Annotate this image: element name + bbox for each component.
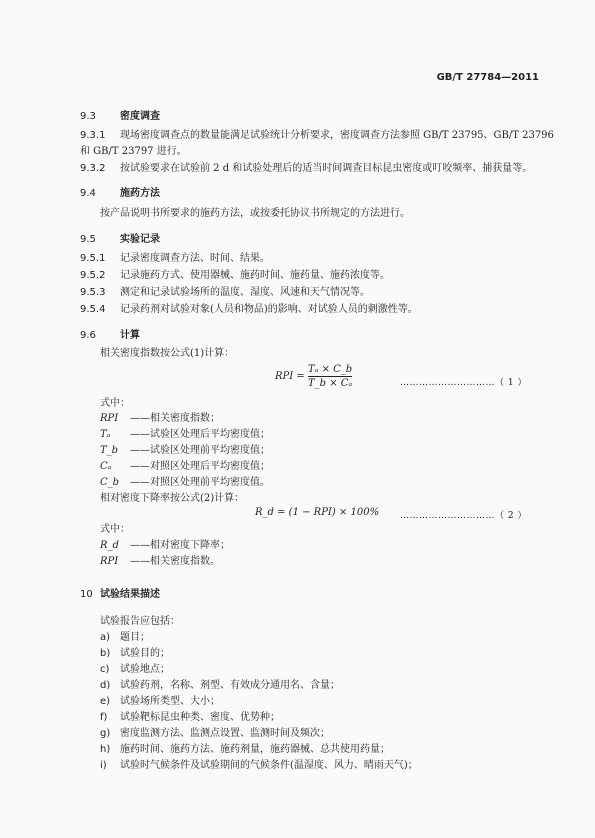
variable-desc: ——相关密度指数； (130, 413, 220, 424)
section-title: 施药方法 (120, 188, 160, 199)
list-item (100, 758, 418, 774)
variable-desc: ——试验区处理前平均密度值； (130, 445, 270, 456)
fraction-denominator: T_b × Cₐ (307, 378, 353, 389)
clause-number: 9.5.1 (80, 253, 106, 264)
list-text: 试验场所类型、大小； (120, 696, 220, 707)
list-marker: a) (100, 632, 111, 643)
section-heading-9-4 (80, 184, 160, 199)
variable-symbol: T_b (100, 445, 119, 456)
list-item (100, 694, 220, 710)
list-text: 题目； (120, 632, 150, 643)
variable-symbol: R_d (100, 540, 119, 551)
fraction-numerator: Tₐ × C_b (307, 364, 353, 375)
section-title: 试验结果描述 (100, 589, 160, 600)
list-text: 试验时气候条件及试验期间的气候条件(温湿度、风力、晴雨天气)； (120, 760, 418, 771)
section-number: 10 (80, 589, 93, 600)
list-marker: h) (100, 744, 111, 755)
clause-number: 9.5.3 (80, 287, 106, 298)
variable-def (100, 554, 220, 570)
standard-number: GB/T 27784—2011 (436, 72, 539, 83)
section-title: 密度调查 (120, 111, 160, 122)
variable-desc: ——对照区处理后平均密度值； (130, 461, 270, 472)
section-heading-9-6 (80, 326, 140, 341)
clause-9-5-2 (80, 268, 390, 284)
formula-lhs: RPI (275, 371, 294, 382)
list-item (100, 662, 170, 678)
list-marker: i) (100, 760, 107, 771)
fraction-bar (308, 376, 352, 377)
clause-number: 9.5.4 (80, 304, 106, 315)
section-9-4-body: 按产品说明书所要求的施药方法，或按委托协议书所规定的方法进行。 (100, 208, 410, 219)
section-number: 9.6 (80, 330, 96, 341)
formula-1-intro: 相关密度指数按公式(1)计算： (100, 348, 235, 359)
section-title: 实验记录 (120, 234, 160, 245)
clause-9-5-4 (80, 302, 418, 318)
list-text: 试验目的； (120, 648, 170, 659)
variable-desc: ——相对密度下降率； (130, 540, 230, 551)
clause-text: 记录药剂对试验对象(人员和物品)的影响、对试验人员的刺激性等。 (120, 304, 418, 315)
formula-fraction (308, 364, 352, 389)
section-number: 9.3 (80, 111, 96, 122)
list-item (100, 726, 330, 742)
variable-symbol: RPI (100, 556, 119, 567)
variable-desc: ——相关密度指数。 (130, 556, 220, 567)
variable-def (100, 443, 270, 459)
clause-text: 记录密度调查方法、时间、结果。 (120, 253, 270, 264)
where-label-2: 式中： (100, 524, 130, 535)
variable-def (100, 475, 270, 491)
clause-number: 9.3.1 (80, 130, 106, 141)
section-heading-9-3 (80, 107, 160, 122)
clause-text: 现场密度调查点的数量能满足试验统计分析要求，密度调查方法参照 GB/T 23795、GB/T 23796 (120, 130, 554, 141)
list-text: 试验药剂，名称、剂型、有效成分通用名、含量； (120, 680, 340, 691)
section-number: 9.4 (80, 188, 96, 199)
clause-9-3-2 (80, 161, 532, 177)
list-text: 试验靶标昆虫种类、密度、优势种； (120, 712, 280, 723)
list-marker: d) (100, 680, 111, 691)
formula-1-label: …………………………（ 1 ） (400, 378, 527, 388)
section-title: 计算 (120, 330, 140, 341)
list-marker: f) (100, 712, 108, 723)
variable-symbol: RPI (100, 413, 119, 424)
list-marker: g) (100, 728, 111, 739)
clause-9-3-1 (80, 128, 554, 144)
clause-text: 测定和记录试验场所的温度、湿度、风速和天气情况等。 (120, 287, 370, 298)
section-number: 9.5 (80, 234, 96, 245)
list-marker: e) (100, 696, 111, 707)
section-10-intro: 试验报告应包括： (100, 616, 180, 627)
clause-number: 9.3.2 (80, 163, 106, 174)
list-marker: b) (100, 648, 111, 659)
clause-9-5-3 (80, 285, 370, 301)
clause-text: 按试验要求在试验前 2 d 和试验处理后的适当时间调查目标昆虫密度或叮咬频率、捕获量等。 (120, 163, 533, 174)
variable-desc: ——对照区处理前平均密度值。 (130, 477, 270, 488)
list-item (100, 630, 150, 646)
variable-def (100, 459, 270, 475)
formula-2-label: …………………………（ 2 ） (400, 511, 527, 521)
list-text: 施药时间、施药方法、施药剂量，施药器械、总共使用药量； (120, 744, 390, 755)
variable-def (100, 427, 270, 443)
list-marker: c) (100, 664, 110, 675)
where-label-1: 式中： (100, 398, 130, 409)
variable-symbol: C_b (100, 477, 120, 488)
formula-2: R_d = (1 − RPI) × 100% (255, 507, 380, 518)
variable-symbol: Tₐ (100, 429, 111, 440)
section-heading-10 (80, 585, 160, 600)
variable-def (100, 411, 220, 427)
section-heading-9-5 (80, 230, 160, 245)
clause-number: 9.5.2 (80, 270, 106, 281)
formula-1: RPI = $\frac{\text{Tₐ × C\_b}}{\text{T\_b × Cₐ}}$ (275, 364, 353, 389)
clause-9-5-1 (80, 251, 270, 267)
variable-symbol: Cₐ (100, 461, 112, 472)
list-item (100, 742, 390, 758)
list-text: 试验地点； (120, 664, 170, 675)
variable-desc: ——试验区处理后平均密度值； (130, 429, 270, 440)
list-text: 密度监测方法、监测点设置、监测时间及频次； (120, 728, 330, 739)
list-item (100, 678, 340, 694)
variable-def (100, 538, 230, 554)
list-item (100, 710, 280, 726)
list-item (100, 646, 170, 662)
formula-2-intro: 相对密度下降率按公式(2)计算： (100, 493, 245, 504)
clause-9-3-1-cont: 和 GB/T 23797 进行。 (80, 146, 187, 157)
clause-text: 记录施药方式、使用器械、施药时间、施药量、施药浓度等。 (120, 270, 390, 281)
